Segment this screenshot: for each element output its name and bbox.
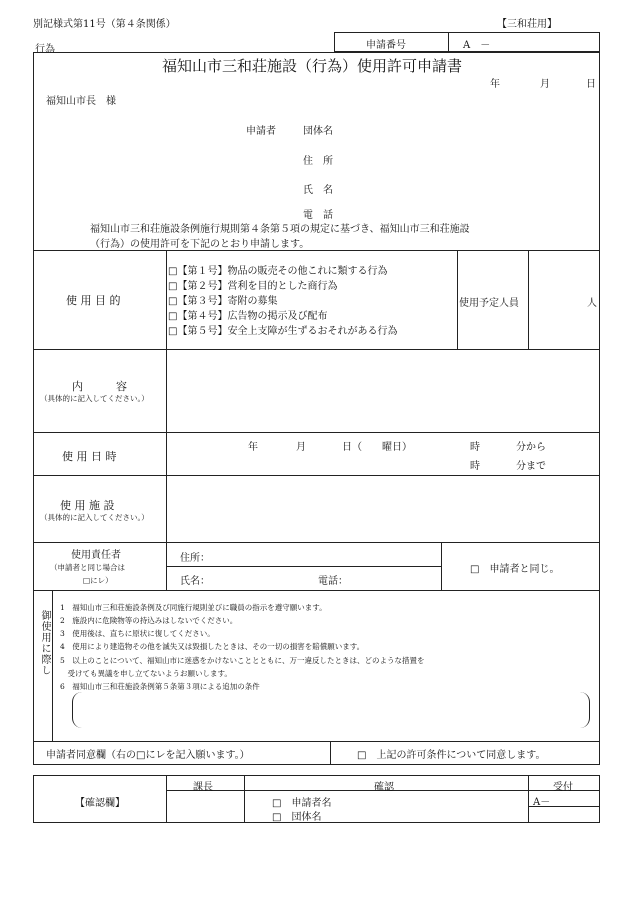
responsible-note-1: （申請者と同じ場合は bbox=[50, 563, 125, 572]
name-field[interactable]: 氏 名 bbox=[303, 185, 333, 196]
content-label: 内 容 bbox=[72, 380, 127, 393]
consent-label: 申請者同意欄（右の□にレを記入願います。） bbox=[46, 750, 250, 761]
facility-label: 使 用 施 設 bbox=[60, 499, 115, 512]
check-header: 確認 bbox=[374, 782, 394, 793]
content-note: （具体的に記入してください。） bbox=[40, 394, 149, 403]
row-divider bbox=[166, 566, 441, 567]
applicant-label: 申請者 bbox=[246, 126, 276, 137]
conditions-side-label: 御使用に際し bbox=[39, 610, 50, 676]
purpose-option-3[interactable]: □【第３号】寄附の募集 bbox=[168, 296, 278, 307]
row-divider bbox=[33, 349, 600, 350]
row-divider bbox=[33, 250, 600, 251]
start-hour[interactable]: 時 bbox=[470, 442, 480, 453]
check-applicant-name[interactable]: □ 申請者名 bbox=[272, 798, 332, 809]
condition-item: 6 福知山市三和荘施設条例第５条第３項による追加の条件 bbox=[60, 682, 260, 691]
form-number: 別記様式第11号（第４条関係） bbox=[33, 19, 176, 30]
group-name-field[interactable]: 団体名 bbox=[303, 126, 333, 137]
facility-note: （具体的に記入してください。） bbox=[40, 513, 149, 522]
condition-item: 1 福知山市三和荘施設条例及び同施行規則並びに職員の指示を遵守願います。 bbox=[60, 603, 327, 612]
receipt-header: 受付 bbox=[553, 782, 573, 793]
datetime-day[interactable]: 日（ 曜日） bbox=[342, 442, 412, 453]
same-as-applicant-checkbox[interactable]: □ 申請者と同じ。 bbox=[470, 564, 560, 575]
purpose-option-5[interactable]: □【第５号】安全上支障が生ずるおそれがある行為 bbox=[168, 326, 398, 337]
start-minute[interactable]: 分から bbox=[516, 442, 546, 453]
responsible-address[interactable]: 住所： bbox=[180, 553, 210, 564]
datetime-month[interactable]: 月 bbox=[296, 442, 306, 453]
people-unit[interactable]: 人 bbox=[587, 298, 597, 309]
chief-header: 課長 bbox=[193, 782, 213, 793]
additional-conditions-field[interactable] bbox=[72, 692, 590, 728]
divider bbox=[457, 250, 458, 349]
responsible-name[interactable]: 氏名： bbox=[180, 576, 210, 587]
date-month[interactable]: 月 bbox=[540, 79, 550, 90]
addressee: 福知山市長 様 bbox=[46, 96, 116, 107]
date-day[interactable]: 日 bbox=[586, 79, 596, 90]
condition-item: 受けても異議を申し立てないようお願いします。 bbox=[60, 669, 232, 678]
application-number-label: 申請番号 bbox=[366, 40, 406, 51]
row-divider bbox=[33, 590, 600, 591]
responsible-label: 使用責任者 bbox=[71, 550, 121, 561]
receipt-number[interactable]: A－ bbox=[533, 797, 551, 808]
condition-item: 3 使用後は、直ちに原状に復してください。 bbox=[60, 629, 215, 638]
divider bbox=[330, 741, 331, 765]
condition-item: 5 以上のことについて、福知山市に迷惑をかけないこととともに、万一違反したときは、どのような措置を bbox=[60, 656, 425, 665]
end-minute[interactable]: 分まで bbox=[516, 461, 546, 472]
consent-checkbox[interactable]: □ 上記の許可条件について同意します。 bbox=[357, 750, 546, 761]
date-year[interactable]: 年 bbox=[490, 79, 500, 90]
divider bbox=[441, 542, 442, 590]
expected-people-label: 使用予定人員 bbox=[459, 298, 519, 309]
phone-field[interactable]: 電 話 bbox=[303, 210, 333, 221]
row-divider bbox=[33, 542, 600, 543]
purpose-type-label: 行為 bbox=[35, 44, 55, 55]
confirm-label: 【確認欄】 bbox=[75, 798, 125, 809]
purpose-option-2[interactable]: □【第２号】営利を目的とした商行為 bbox=[168, 281, 338, 292]
address-field[interactable]: 住 所 bbox=[303, 156, 333, 167]
statement-line-2: （行為）の使用許可を下記のとおり申請します。 bbox=[90, 239, 310, 250]
form-title: 福知山市三和荘施設（行為）使用許可申請書 bbox=[162, 57, 463, 75]
row-divider bbox=[33, 432, 600, 433]
purpose-label: 使 用 目 的 bbox=[66, 294, 121, 307]
divider bbox=[528, 250, 529, 349]
application-number-value[interactable]: A － bbox=[463, 40, 491, 51]
row-divider bbox=[33, 475, 600, 476]
responsible-note-2: □にレ） bbox=[83, 576, 113, 585]
facility-tag: 【三和荘用】 bbox=[497, 19, 557, 30]
purpose-option-4[interactable]: □【第４号】広告物の掲示及び配布 bbox=[168, 311, 328, 322]
datetime-label: 使 用 日 時 bbox=[62, 450, 117, 463]
divider bbox=[244, 775, 245, 823]
purpose-option-1[interactable]: □【第１号】物品の販売その他これに類する行為 bbox=[168, 266, 388, 277]
condition-item: 4 使用により建造物その他を滅失又は毀損したときは、その一切の損害を賠償願います。 bbox=[60, 642, 365, 651]
datetime-year[interactable]: 年 bbox=[248, 442, 258, 453]
statement-line-1: 福知山市三和荘施設条例施行規則第４条第５項の規定に基づき、福知山市三和荘施設 bbox=[90, 224, 470, 235]
row-divider bbox=[33, 741, 600, 742]
check-group-name[interactable]: □ 団体名 bbox=[272, 812, 322, 823]
divider bbox=[528, 775, 529, 823]
condition-item: 2 施設内に危険物等の持込みはしないでください。 bbox=[60, 616, 238, 625]
divider bbox=[448, 32, 449, 52]
divider bbox=[52, 590, 53, 741]
responsible-phone[interactable]: 電話： bbox=[318, 576, 348, 587]
divider bbox=[166, 775, 167, 823]
end-hour[interactable]: 時 bbox=[470, 461, 480, 472]
label-column-divider bbox=[166, 250, 167, 590]
